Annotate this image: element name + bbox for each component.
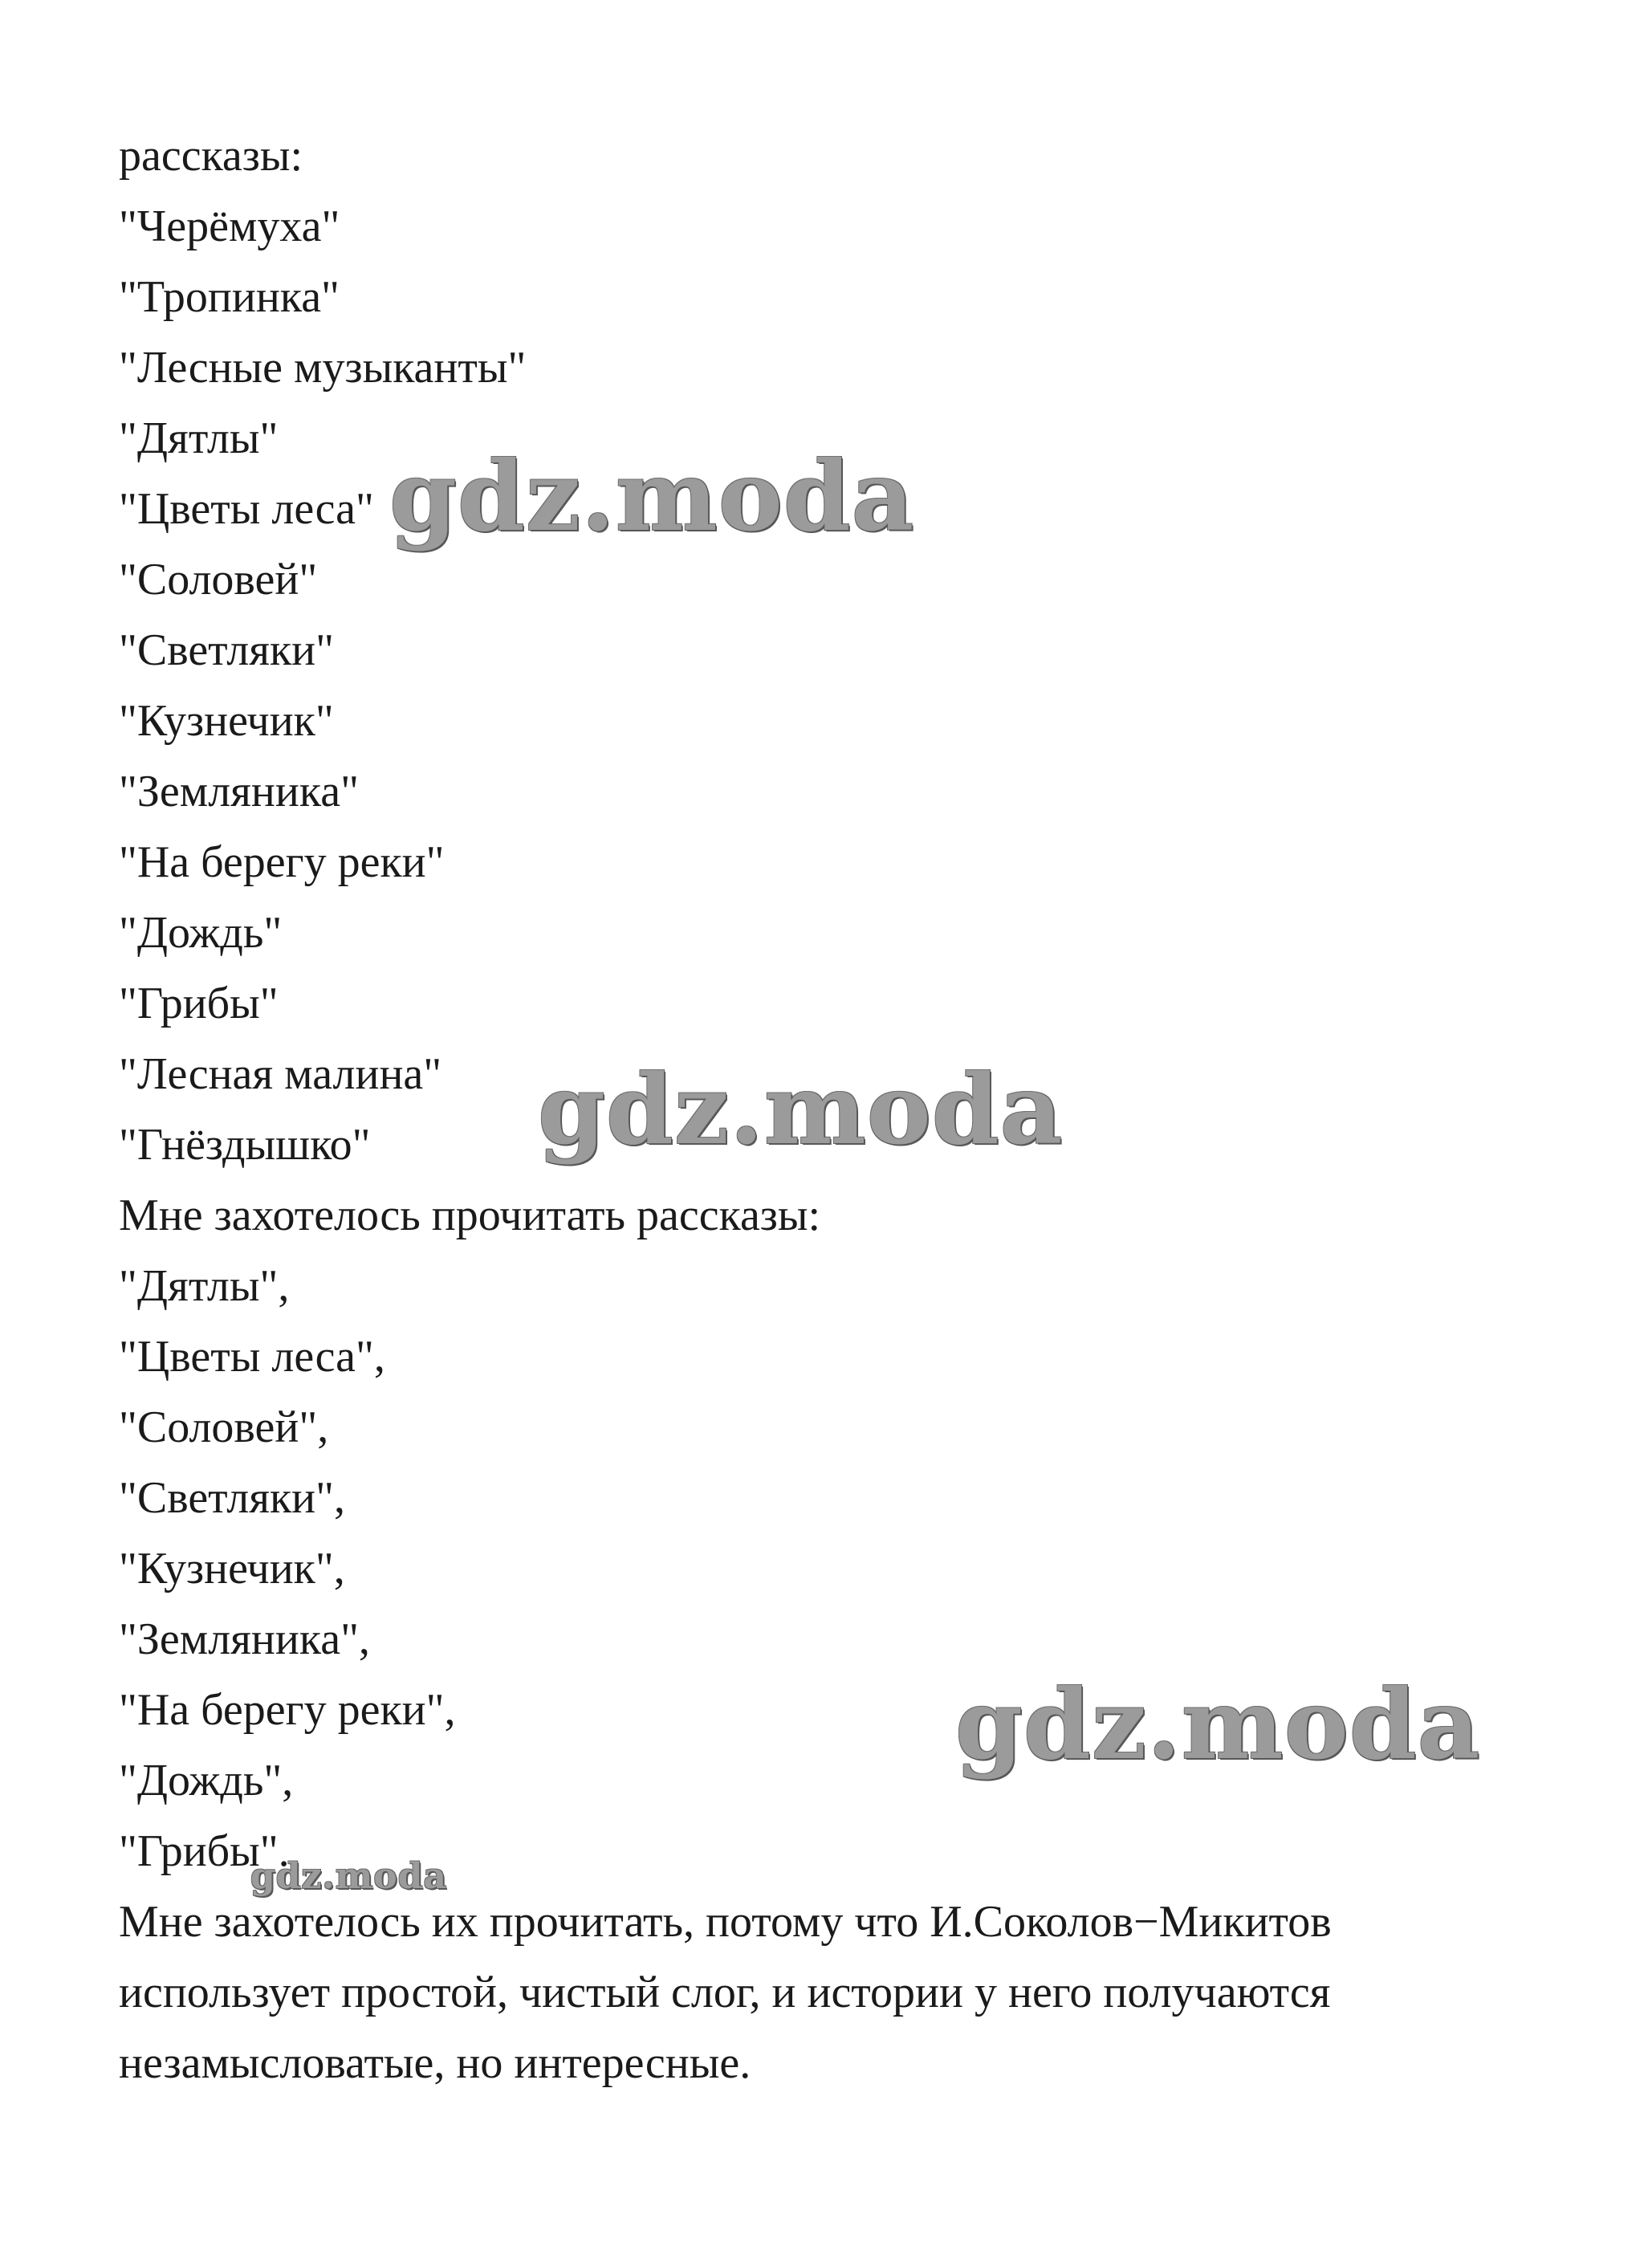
- story-title: "Дождь": [119, 908, 283, 958]
- chosen-story: "Соловей",: [119, 1402, 329, 1452]
- chosen-story: "Земляника",: [119, 1614, 370, 1664]
- reason-paragraph: Мне захотелось их прочитать, потому что И.Соколов−Микитов использует простой, чистый слог, и истории у него получаются незамысловатые, но интересные.: [119, 1897, 1332, 2088]
- chosen-story: "Дождь",: [119, 1756, 294, 1805]
- chosen-story: "Кузнечик",: [119, 1544, 345, 1594]
- story-title: "Кузнечик": [119, 696, 334, 746]
- watermark: gdz.moda: [538, 1053, 1064, 1166]
- chosen-story: "Цветы леса",: [119, 1332, 385, 1382]
- story-title: "Светляки": [119, 625, 334, 675]
- story-title: "Грибы": [119, 979, 279, 1028]
- intro-line: рассказы:: [119, 131, 303, 181]
- chosen-story: "Дятлы",: [119, 1261, 290, 1311]
- story-title: "Лесные музыканты": [119, 343, 527, 393]
- wish-heading: Мне захотелось прочитать рассказы:: [119, 1191, 821, 1240]
- story-title: "Дятлы": [119, 413, 279, 463]
- story-title: "Черёмуха": [119, 201, 340, 251]
- story-title: "Тропинка": [119, 272, 340, 322]
- story-list: [119, 191, 1580, 1180]
- chosen-story: "На берегу реки",: [119, 1685, 456, 1735]
- story-title: "На берегу реки": [119, 837, 445, 887]
- chosen-story: "Светляки",: [119, 1473, 345, 1523]
- story-title: "Гнёздышко": [119, 1120, 371, 1170]
- story-title: "Лесная малина": [119, 1049, 442, 1099]
- watermark: gdz.moda: [389, 440, 915, 553]
- chosen-story-list: [119, 1251, 1580, 1887]
- story-title: "Земляника": [119, 767, 359, 816]
- story-title: "Соловей": [119, 555, 318, 604]
- story-title: "Цветы леса": [119, 484, 374, 534]
- chosen-story: "Грибы".: [119, 1826, 290, 1876]
- watermark: gdz.moda: [250, 1856, 448, 1897]
- watermark: gdz.moda: [955, 1668, 1481, 1781]
